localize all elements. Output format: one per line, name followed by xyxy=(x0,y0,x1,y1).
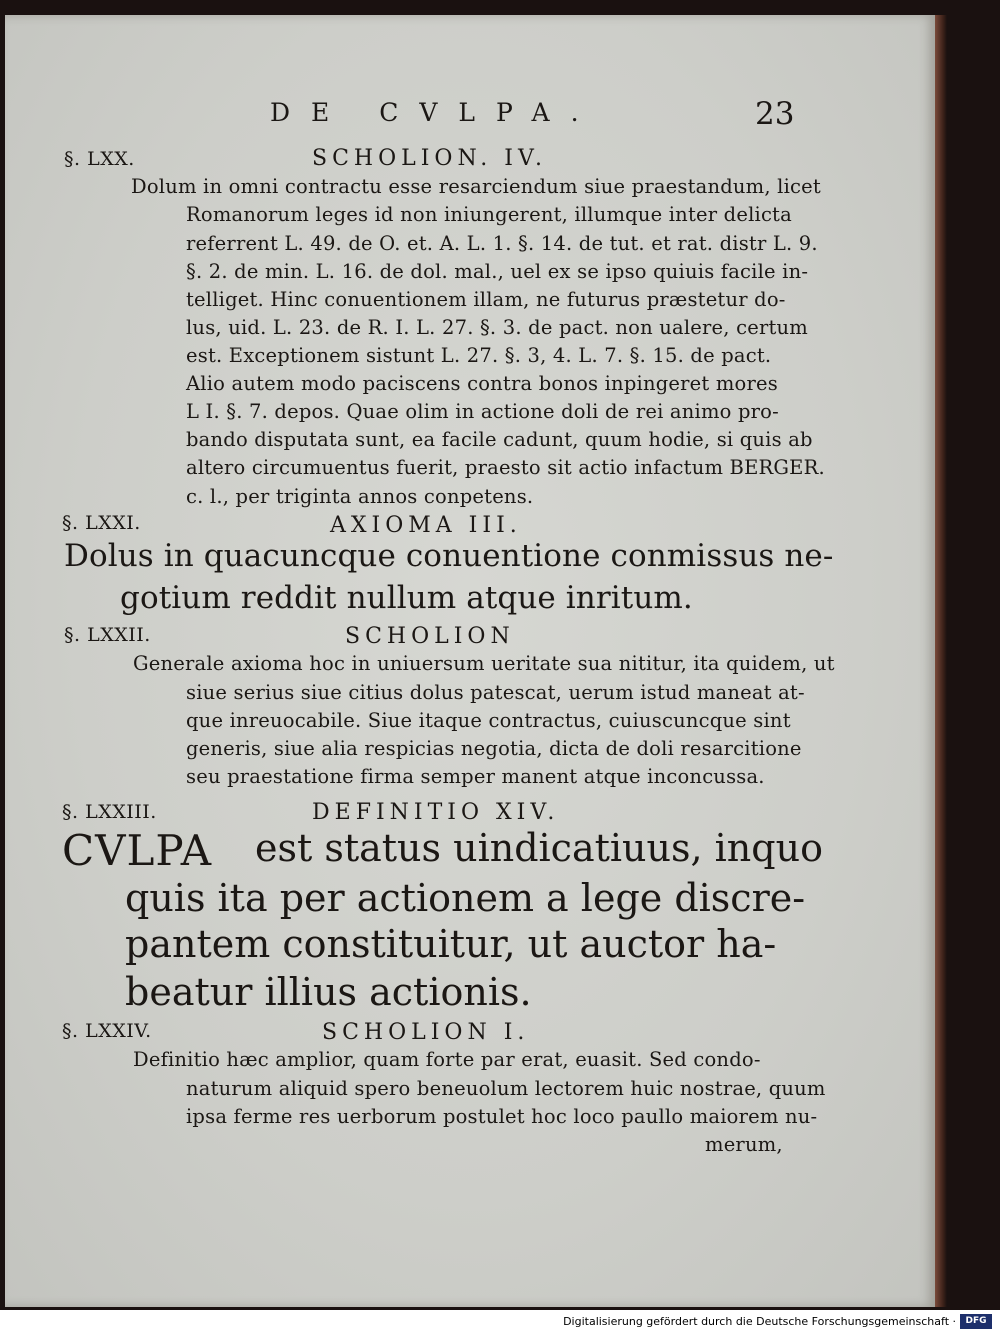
text-line: naturum aliquid spero beneuolum lectorem huic nostrae, quum xyxy=(186,1077,826,1100)
digitization-footer xyxy=(0,1310,1000,1334)
text-line: Dolum in omni contractu esse resarciendum siue praestandum, licet xyxy=(131,175,821,198)
text-line: Alio autem modo paciscens contra bonos inpingeret mores xyxy=(186,372,778,395)
text-line: seu praestatione firma semper manent atque inconcussa. xyxy=(186,765,765,788)
section-heading: DEFINITIO XIV. xyxy=(312,800,560,825)
definition-line: quis ita per actionem a lege discre- xyxy=(125,876,806,920)
text-line: Romanorum leges id non iniungerent, illumque inter delicta xyxy=(186,203,792,226)
text-line: est. Exceptionem sistunt L. 27. §. 3, 4. L. 7. §. 15. de pact. xyxy=(186,344,772,367)
section-number: §. LXXIII. xyxy=(62,801,157,823)
section-heading: SCHOLION I. xyxy=(322,1020,530,1045)
axiom-line: Dolus in quacuncque conuentione conmissus ne- xyxy=(64,538,834,574)
text-line: generis, siue alia respicias negotia, dicta de doli resarcitione xyxy=(186,737,802,760)
running-head: DE CVLPA. xyxy=(270,98,600,127)
definition-line: est status uindicatiuus, inquo xyxy=(255,826,823,870)
text-line: referrent L. 49. de O. et. A. L. 1. §. 14. de tut. et rat. distr L. 9. xyxy=(186,232,818,255)
section-number: §. LXXI. xyxy=(62,512,141,534)
dfg-logo: DFG xyxy=(960,1314,992,1329)
text-line: telliget. Hinc conuentionem illam, ne futurus præstetur do- xyxy=(186,288,786,311)
text-line: Generale axioma hoc in uniuersum ueritate sua nititur, ita quidem, ut xyxy=(133,652,835,675)
definition-first-word: CVLPA xyxy=(62,826,213,875)
section-number: §. LXXIV. xyxy=(62,1020,152,1042)
section-heading: SCHOLION. IV. xyxy=(312,146,548,171)
page-number: 23 xyxy=(755,96,795,132)
page-edge xyxy=(935,15,947,1307)
text-line: c. l., per triginta annos conpetens. xyxy=(186,485,534,508)
text-line: siue serius siue citius dolus patescat, uerum istud maneat at- xyxy=(186,681,805,704)
text-line: altero circumuentus fuerit, praesto sit actio infactum BERGER. xyxy=(186,456,825,479)
text-line: que inreuocabile. Siue itaque contractus, cuiuscuncque sint xyxy=(186,709,791,732)
section-heading: AXIOMA III. xyxy=(330,513,522,538)
text-line: bando disputata sunt, ea facile cadunt, quum hodie, si quis ab xyxy=(186,428,813,451)
axiom-line: gotium reddit nullum atque inritum. xyxy=(120,580,693,616)
text-line: L I. §. 7. depos. Quae olim in actione doli de rei animo pro- xyxy=(186,400,779,423)
definition-line: beatur illius actionis. xyxy=(125,970,532,1014)
section-number: §. LXXII. xyxy=(64,624,151,646)
text-line: ipsa ferme res uerborum postulet hoc loco paullo maiorem nu- xyxy=(186,1105,818,1128)
catchword: merum, xyxy=(705,1133,783,1156)
text-line: lus, uid. L. 23. de R. I. L. 27. §. 3. de pact. non ualere, certum xyxy=(186,316,808,339)
text-line: §. 2. de min. L. 16. de dol. mal., uel ex se ipso quiuis facile in- xyxy=(186,260,809,283)
definition-line: pantem constituitur, ut auctor ha- xyxy=(125,922,777,966)
section-heading: SCHOLION xyxy=(345,624,515,649)
text-line: Definitio hæc amplior, quam forte par erat, euasit. Sed condo- xyxy=(133,1048,761,1071)
footer-credit: Digitalisierung gefördert durch die Deutsche Forschungsgemeinschaft · xyxy=(563,1315,956,1328)
section-number: §. LXX. xyxy=(64,148,135,170)
